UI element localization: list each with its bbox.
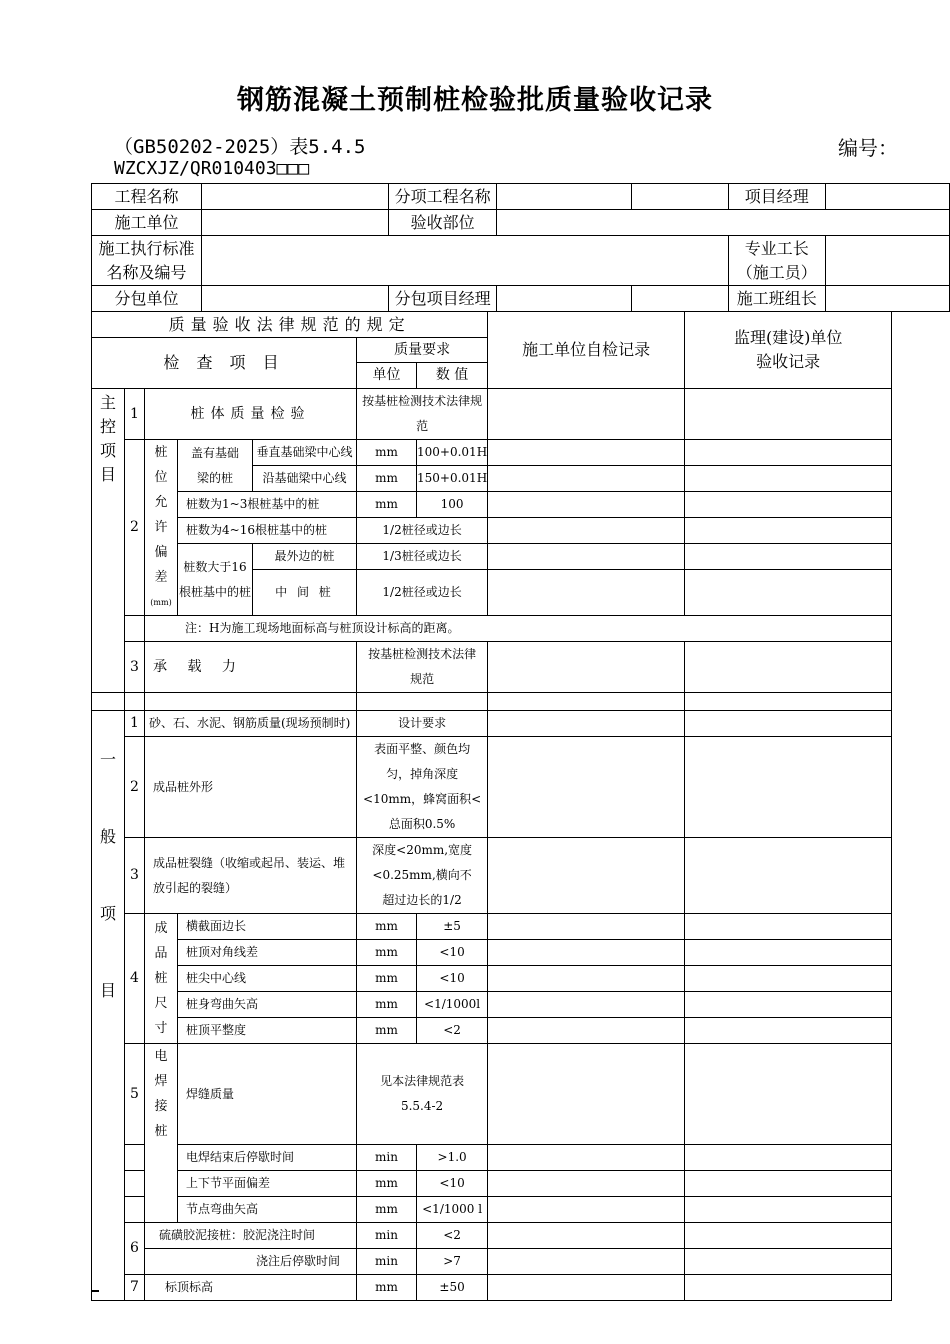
item-unit: mm: [357, 492, 417, 518]
item-label: 横截面边长: [178, 914, 357, 940]
self-check-cell[interactable]: [488, 838, 685, 914]
foreman-line-2: （施工员）: [736, 262, 817, 282]
project-manager-field[interactable]: [825, 184, 949, 210]
supervision-cell[interactable]: [685, 693, 892, 711]
sub-project-name-field[interactable]: [497, 184, 632, 210]
item-requirement: 1/2桩径或边长: [357, 518, 488, 544]
item-requirement: 1/2桩径或边长: [357, 570, 488, 616]
item-number: 1: [125, 389, 145, 440]
team-leader-label: 施工班组长: [728, 286, 825, 312]
item-value: >1.0: [417, 1145, 488, 1171]
inspection-table: [91, 311, 892, 1301]
supervision-cell[interactable]: [685, 642, 892, 693]
self-check-cell[interactable]: [488, 492, 685, 518]
self-check-cell[interactable]: [488, 992, 685, 1018]
item-value: <2: [417, 1018, 488, 1044]
item-unit: mm: [357, 1171, 417, 1197]
self-check-header: 施工单位自检记录: [488, 312, 685, 389]
item-unit: mm: [357, 440, 417, 466]
corner-mark: [91, 1290, 99, 1292]
acceptance-part-field[interactable]: [497, 210, 950, 236]
capped-pile-label: 盖有基础 梁的桩: [178, 440, 253, 492]
item-value: >7: [417, 1249, 488, 1275]
item-label: 桩身弯曲矢高: [178, 992, 357, 1018]
item-label: 成品桩裂缝（收缩或起吊、装运、堆 放引起的裂缝）: [145, 838, 357, 914]
supervision-cell[interactable]: [685, 1044, 892, 1145]
weld-group: 电 焊 接 桩: [145, 1044, 178, 1223]
pile-size-group: 成 品 桩 尺 寸: [145, 914, 178, 1044]
supervision-cell[interactable]: [685, 992, 892, 1018]
item-value: ±50: [417, 1275, 488, 1301]
supervision-cell[interactable]: [685, 1197, 892, 1223]
blank-cell: [357, 693, 488, 711]
blank-cell: [92, 693, 125, 711]
item-unit: min: [357, 1145, 417, 1171]
item-label: 最外边的桩: [253, 544, 357, 570]
supervision-cell[interactable]: [685, 1145, 892, 1171]
sub-pm-label: 分包项目经理: [389, 286, 497, 312]
item-requirement: 表面平整、颜色均 匀，掉角深度 <10mm，蜂窝面积< 总面积0.5%: [357, 737, 488, 838]
self-check-cell[interactable]: [488, 544, 685, 570]
form-code: WZCXJZ/QR010403□□□: [114, 158, 310, 179]
item-unit: mm: [357, 992, 417, 1018]
item-number: 4: [125, 914, 145, 1044]
item-label: 桩体质量检验: [145, 389, 357, 440]
item-unit: mm: [357, 940, 417, 966]
self-check-cell[interactable]: [488, 1018, 685, 1044]
supervision-cell[interactable]: [685, 1275, 892, 1301]
item-label: 桩数为4~16根桩基中的桩: [178, 518, 357, 544]
item-unit: mm: [357, 1275, 417, 1301]
item-label: 节点弯曲矢高: [178, 1197, 357, 1223]
self-check-cell[interactable]: [488, 1249, 685, 1275]
item-number: 7: [125, 1275, 145, 1301]
supervision-cell[interactable]: [685, 492, 892, 518]
item-number: 3: [125, 642, 145, 693]
foreman-label: [728, 236, 825, 286]
item-requirement: 见本法律规范表 5.5.4-2: [357, 1044, 488, 1145]
project-name-field[interactable]: [202, 184, 389, 210]
item-number: 3: [125, 838, 145, 914]
self-check-cell[interactable]: [488, 1145, 685, 1171]
item-value: <10: [417, 966, 488, 992]
exec-standard-line-1: 施工执行标准: [98, 238, 195, 258]
acceptance-part-label: 验收部位: [389, 210, 497, 236]
construction-unit-field[interactable]: [202, 210, 389, 236]
supervision-cell[interactable]: [685, 389, 892, 440]
blank-cell: [145, 693, 357, 711]
subcontractor-label: 分包单位: [92, 286, 202, 312]
self-check-cell[interactable]: [488, 440, 685, 466]
item-label: 硫磺胶泥接桩：胶泥浇注时间: [145, 1223, 357, 1249]
supervision-cell[interactable]: [685, 1018, 892, 1044]
main-control-group: 主 控 项 目: [92, 389, 125, 693]
self-check-cell[interactable]: [488, 1044, 685, 1145]
self-check-cell[interactable]: [488, 466, 685, 492]
supervision-cell[interactable]: [685, 711, 892, 737]
self-check-cell[interactable]: [488, 914, 685, 940]
self-check-cell[interactable]: [488, 693, 685, 711]
item-requirement: 设计要求: [357, 711, 488, 737]
item-number: 2: [125, 737, 145, 838]
blank-cell: [125, 1145, 145, 1171]
supervision-cell[interactable]: [685, 570, 892, 616]
header-info-table: [91, 183, 950, 312]
supervision-cell[interactable]: [685, 1171, 892, 1197]
spec-header: 质量验收法律规范的规定: [92, 312, 488, 338]
standard-reference: （GB50202-2025）表5.4.5: [114, 136, 366, 158]
item-unit: mm: [357, 466, 417, 492]
item-requirement: 1/3桩径或边长: [357, 544, 488, 570]
item-value: ±5: [417, 914, 488, 940]
blank-cell: [125, 616, 145, 642]
item-number: 5: [125, 1044, 145, 1145]
item-label: 电焊结束后停歇时间: [178, 1145, 357, 1171]
item-unit: mm: [357, 966, 417, 992]
supervision-cell[interactable]: [685, 914, 892, 940]
item-unit: mm: [357, 1197, 417, 1223]
supervision-cell[interactable]: [685, 737, 892, 838]
self-check-cell[interactable]: [488, 1223, 685, 1249]
self-check-cell[interactable]: [488, 642, 685, 693]
supervision-cell[interactable]: [685, 966, 892, 992]
self-check-cell[interactable]: [488, 389, 685, 440]
sub-project-name-label: 分项工程名称: [389, 184, 497, 210]
blank-cell: [632, 286, 729, 312]
item-label: 中 间 桩: [253, 570, 357, 616]
value-header: 数 值: [417, 363, 488, 389]
exec-standard-field[interactable]: [202, 236, 729, 286]
item-number: 1: [125, 711, 145, 737]
self-check-cell[interactable]: [488, 737, 685, 838]
item-number: 2: [125, 440, 145, 616]
subcontractor-field[interactable]: [202, 286, 389, 312]
item-unit: min: [357, 1249, 417, 1275]
supervision-cell[interactable]: [685, 518, 892, 544]
item-label: 桩尖中心线: [178, 966, 357, 992]
note-text: 注：H为施工现场地面标高与桩顶设计标高的距离。: [145, 616, 892, 642]
foreman-field[interactable]: [825, 236, 949, 286]
supervision-cell[interactable]: [685, 440, 892, 466]
item-label: 承 载 力: [145, 642, 357, 693]
item-label: 砂、石、水泥、钢筋质量(现场预制时): [145, 711, 357, 737]
pile-deviation-group: 桩 位 允 许 偏 差 (mm): [145, 440, 178, 616]
self-check-cell[interactable]: [488, 1275, 685, 1301]
exec-standard-line-2: 名称及编号: [106, 262, 187, 282]
supervision-cell[interactable]: [685, 1249, 892, 1275]
item-unit: min: [357, 1223, 417, 1249]
self-check-cell[interactable]: [488, 1171, 685, 1197]
item-label: 桩顶平整度: [178, 1018, 357, 1044]
item-value: <10: [417, 940, 488, 966]
supervision-line-1: 监理(建设)单位: [733, 328, 843, 347]
check-items-header: 检 查 项 目: [92, 338, 357, 389]
self-check-cell[interactable]: [488, 711, 685, 737]
blank-cell: [125, 1171, 145, 1197]
item-label: 标顶标高: [145, 1275, 357, 1301]
item-value: <2: [417, 1223, 488, 1249]
team-leader-field[interactable]: [825, 286, 949, 312]
sub-pm-field[interactable]: [497, 286, 632, 312]
supervision-cell[interactable]: [685, 940, 892, 966]
item-number: 6: [125, 1223, 145, 1275]
item-requirement: 深度<20mm,宽度 <0.25mm,横向不 超过边长的1/2: [357, 838, 488, 914]
item-unit: mm: [357, 914, 417, 940]
supervision-line-2: 验收记录: [756, 352, 821, 371]
general-group: 一 般 项 目: [92, 711, 125, 1301]
item-value: 100: [417, 492, 488, 518]
supervision-cell[interactable]: [685, 544, 892, 570]
blank-cell: [125, 1197, 145, 1223]
large-group-label: 桩数大于16 根桩基中的桩: [178, 544, 253, 616]
blank-cell: [632, 184, 729, 210]
item-label: 桩数为1~3根桩基中的桩: [178, 492, 357, 518]
document-title: 钢筋混凝土预制桩检验批质量验收记录: [237, 85, 713, 116]
item-requirement: 按基桩检测技术法律规 范: [357, 389, 488, 440]
item-label: 桩顶对角线差: [178, 940, 357, 966]
item-label: 上下节平面偏差: [178, 1171, 357, 1197]
supervision-header: [685, 312, 892, 389]
item-label: 沿基础梁中心线: [253, 466, 357, 492]
self-check-cell[interactable]: [488, 570, 685, 616]
supervision-cell[interactable]: [685, 1223, 892, 1249]
quality-req-header: 质量要求: [357, 338, 488, 363]
construction-unit-label: 施工单位: [92, 210, 202, 236]
item-value: <10: [417, 1171, 488, 1197]
item-value: <1/1000 l: [417, 1197, 488, 1223]
foreman-line-1: 专业工长: [744, 238, 809, 258]
project-manager-label: 项目经理: [728, 184, 825, 210]
unit-header: 单位: [357, 363, 417, 389]
item-unit: mm: [357, 1018, 417, 1044]
self-check-cell[interactable]: [488, 518, 685, 544]
item-label: 成品桩外形: [145, 737, 357, 838]
blank-cell: [125, 693, 145, 711]
supervision-cell[interactable]: [685, 838, 892, 914]
item-requirement: 按基桩检测技术法律 规范: [357, 642, 488, 693]
item-label: 浇注后停歇时间: [145, 1249, 357, 1275]
item-value: 150+0.01H: [417, 466, 488, 492]
self-check-cell[interactable]: [488, 1197, 685, 1223]
self-check-cell[interactable]: [488, 966, 685, 992]
self-check-cell[interactable]: [488, 940, 685, 966]
project-name-label: 工程名称: [92, 184, 202, 210]
item-value: <1/1000l: [417, 992, 488, 1018]
item-label: 焊缝质量: [178, 1044, 357, 1145]
exec-standard-label: [92, 236, 202, 286]
item-label: 垂直基础梁中心线: [253, 440, 357, 466]
number-label: 编号：: [838, 136, 898, 160]
supervision-cell[interactable]: [685, 466, 892, 492]
item-value: 100+0.01H: [417, 440, 488, 466]
